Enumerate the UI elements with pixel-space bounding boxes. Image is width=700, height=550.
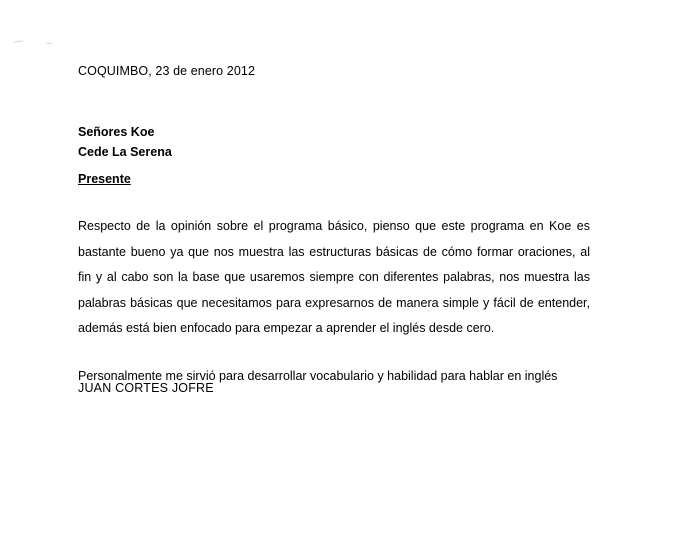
addressee-line-2: Cede La Serena xyxy=(78,145,172,159)
date-line: COQUIMBO, 23 de enero 2012 xyxy=(78,64,255,78)
addressee-line-1: Señores Koe xyxy=(78,125,155,139)
signature-name: JUAN CORTES JOFRE xyxy=(78,381,214,395)
body-paragraph-1: Respecto de la opinión sobre el programa básico, pienso que este programa en Koe es bastante bueno ya que nos muestra las estructuras básicas de cómo formar oraciones, al fin y al cabo son la base que usaremos siempre con diferentes palabras, nos muestra las palabras básicas que necesitamos para expresarnos de manera simple y fácil de entender, además está bien enfocado para empezar a aprender el inglés desde cero. xyxy=(78,219,590,335)
addressee-block xyxy=(78,122,172,189)
scan-artifact-mark xyxy=(46,43,52,45)
addressee-line-3: Presente xyxy=(78,172,131,186)
body-paragraph-2: Personalmente me sirvió para desarrollar vocabulario y habilidad para hablar en inglés xyxy=(78,368,558,383)
letter-body xyxy=(78,214,590,389)
scan-artifact-mark xyxy=(14,41,23,43)
